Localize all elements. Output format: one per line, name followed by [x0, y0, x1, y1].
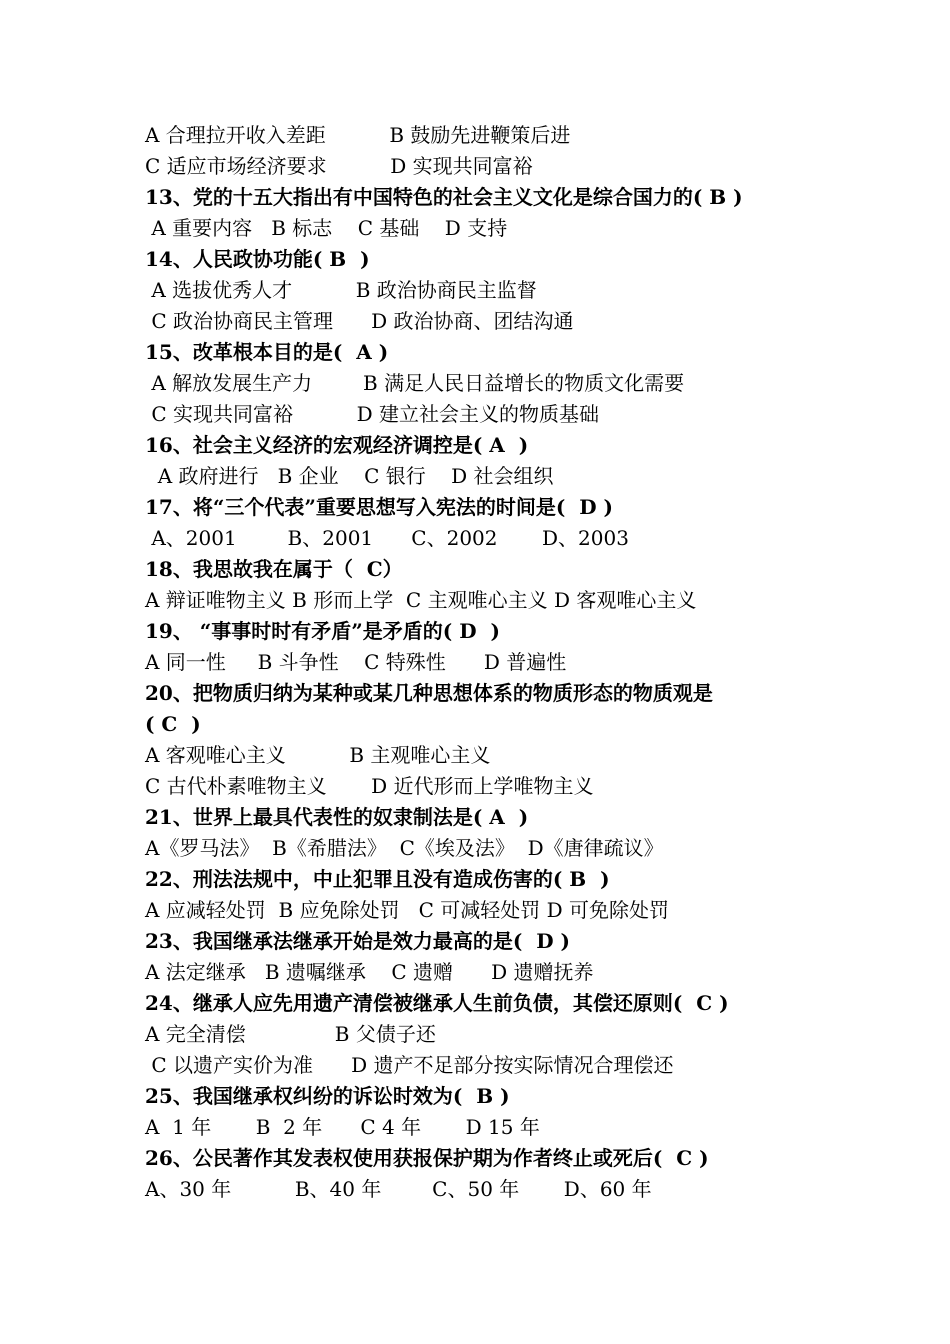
question-line: 26、公民著作其发表权使用获报保护期为作者终止或死后( C ): [145, 1146, 709, 1170]
question-line: 23、我国继承法继承开始是效力最高的是( D ): [145, 929, 570, 953]
options-line: C 政治协商民主管理 D 政治协商、团结沟通: [145, 309, 574, 333]
options-line: C 古代朴素唯物主义 D 近代形而上学唯物主义: [145, 774, 594, 798]
options-line: C 实现共同富裕 D 建立社会主义的物质基础: [145, 402, 599, 426]
options-line: A 应减轻处罚 B 应免除处罚 C 可减轻处罚 D 可免除处罚: [145, 898, 670, 922]
question-line: 25、我国继承权纠纷的诉讼时效为( B ): [145, 1084, 510, 1108]
options-line: A 解放发展生产力 B 满足人民日益增长的物质文化需要: [145, 371, 685, 395]
question-line: 15、改革根本目的是( A ): [145, 340, 389, 364]
question-line: 22、刑法法规中，中止犯罪且没有造成伤害的( B ): [145, 867, 610, 891]
options-line: A 选拔优秀人才 B 政治协商民主监督: [145, 278, 537, 302]
options-line: A 政府进行 B 企业 C 银行 D 社会组织: [145, 464, 554, 488]
question-line: 24、继承人应先用遗产清偿被继承人生前负债，其偿还原则( C ): [145, 991, 729, 1015]
question-line: 16、社会主义经济的宏观经济调控是( A ): [145, 433, 529, 457]
options-line: A 同一性 B 斗争性 C 特殊性 D 普遍性: [145, 650, 567, 674]
question-line: 14、人民政协功能( B ): [145, 247, 370, 271]
options-line: A、30 年 B、40 年 C、50 年 D、60 年: [145, 1177, 652, 1201]
options-line: A 法定继承 B 遗嘱继承 C 遗赠 D 遗赠抚养: [145, 960, 594, 984]
question-line: 17、将“三个代表”重要思想写入宪法的时间是( D ): [145, 495, 613, 519]
question-line: 21、世界上最具代表性的奴隶制法是( A ): [145, 805, 529, 829]
options-line: A 客观唯心主义 B 主观唯心主义: [145, 743, 491, 767]
question-line: 20、把物质归纳为某种或某几种思想体系的物质形态的物质观是: [145, 681, 713, 705]
question-line: 19、 “事事时时有矛盾”是矛盾的( D ): [145, 619, 500, 643]
question-line: 18、我思故我在属于（ C）: [145, 557, 403, 581]
options-line: C 以遗产实价为准 D 遗产不足部分按实际情况合理偿还: [145, 1053, 674, 1077]
options-line: A 完全清偿 B 父债子还: [145, 1022, 436, 1046]
options-line: A 重要内容 B 标志 C 基础 D 支持: [145, 216, 508, 240]
options-line: A《罗马法》 B《希腊法》 C《埃及法》 D《唐律疏议》: [145, 836, 664, 860]
options-line: A 1 年 B 2 年 C 4 年 D 15 年: [145, 1115, 540, 1139]
question-line: ( C ): [145, 712, 201, 736]
options-line: A、2001 B、2001 C、2002 D、2003: [145, 526, 629, 550]
options-line: C 适应市场经济要求 D 实现共同富裕: [145, 154, 533, 178]
question-line: 13、党的十五大指出有中国特色的社会主义文化是综合国力的( B ): [145, 185, 743, 209]
options-line: A 合理拉开收入差距 B 鼓励先进鞭策后进: [145, 123, 571, 147]
options-line: A 辩证唯物主义 B 形而上学 C 主观唯心主义 D 客观唯心主义: [145, 588, 697, 612]
